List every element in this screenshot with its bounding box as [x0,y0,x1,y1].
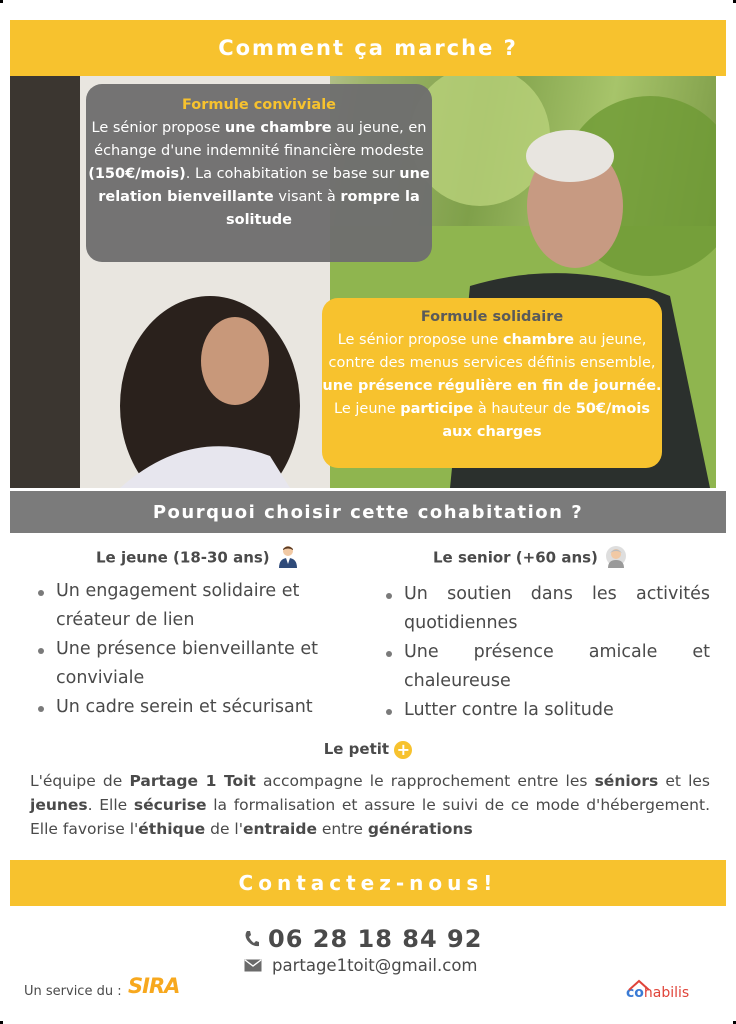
list-item: Lutter contre la solitude [382,696,710,725]
contact-banner [10,860,726,906]
emphasis: entraide [242,820,317,838]
emphasis: chambre [502,332,575,348]
house-icon [628,976,650,995]
hero-photo [10,76,716,488]
text: et les [658,772,710,790]
logo-prefix: co [626,985,644,1001]
emphasis: rompre la solitude [225,189,420,228]
text: accompagne le rapprochement entre les [255,772,595,790]
text: la formalisation et assure le suivi de ce mode d'hébergement. Elle favorise l' [30,796,710,838]
list-item: Un engagement solidaire et créateur de lien [34,577,360,635]
petit-heading [0,740,736,759]
text: à hauteur de [473,401,576,417]
emphasis: une chambre [224,120,332,136]
logo-suffix: habilis [643,985,690,1001]
phone-line [244,925,482,954]
sira-logo-text: SIRA [128,974,180,998]
text: Le jeune [334,401,401,417]
text: . Elle [87,796,134,814]
jeune-heading [96,544,299,572]
section-banner [10,491,726,533]
emphasis: participe [400,401,474,417]
emphasis: une présence régulière en fin de journée. [322,378,662,394]
petit-description [30,769,710,841]
text: Le sénior propose une [337,332,503,348]
plus-icon: + [394,741,412,759]
text: . La cohabitation se base sur [185,166,400,182]
emphasis: sécurise [133,796,207,814]
sira-logo [128,974,194,1000]
envelope-icon [244,957,262,976]
text: L'équipe de [30,772,130,790]
text: entre [316,820,368,838]
young-person-icon [277,544,299,572]
email-address[interactable]: partage1toit@gmail.com [272,956,478,975]
emphasis: (150€/mois) [88,166,186,182]
contact-title: Contactez-nous! [238,871,498,895]
emphasis: une relation bienveillante [98,166,430,205]
list-item: Une présence amicale et chaleureuse [382,638,710,696]
emphasis: jeunes [30,796,88,814]
cohabilis-logo [626,982,689,1001]
section-title: Pourquoi choisir cette cohabitation ? [152,501,584,523]
text: au jeune, en échange d'une indemnité financière modeste [94,120,427,159]
emphasis: Partage 1 Toit [129,772,256,790]
formule-conviviale-title: Formule conviviale [181,97,337,113]
senior-heading [433,544,627,572]
emphasis: générations [367,820,473,838]
formule-conviviale-bubble [86,84,432,262]
formule-solidaire-title: Formule solidaire [420,309,564,325]
formule-solidaire-bubble [322,298,662,468]
text: Le sénior propose [91,120,225,136]
phone-number[interactable]: 06 28 18 84 92 [268,925,483,953]
jeune-title: Le jeune (18-30 ans) [96,548,270,567]
phone-icon [244,926,260,954]
header-banner [10,20,726,76]
jeune-list [34,577,360,722]
emphasis: 50€/mois aux charges [442,401,650,440]
text: au jeune, contre des menus services définis ensemble, [328,332,656,371]
emphasis: éthique [138,820,206,838]
page-title: Comment ça marche ? [218,36,518,60]
list-item: Un cadre serein et sécurisant [34,693,360,722]
senior-list [382,580,710,725]
email-line [244,956,478,976]
petit-title: Le petit [323,740,390,758]
list-item: Une présence bienveillante et conviviale [34,635,360,693]
text: de l' [205,820,243,838]
senior-person-icon [605,544,627,572]
list-item: Un soutien dans les activités quotidiennes [382,580,710,638]
text: visant à [273,189,341,205]
senior-title: Le senior (+60 ans) [433,548,598,567]
emphasis: séniors [594,772,659,790]
crop-mark [0,0,3,3]
service-label: Un service du : [24,984,122,999]
